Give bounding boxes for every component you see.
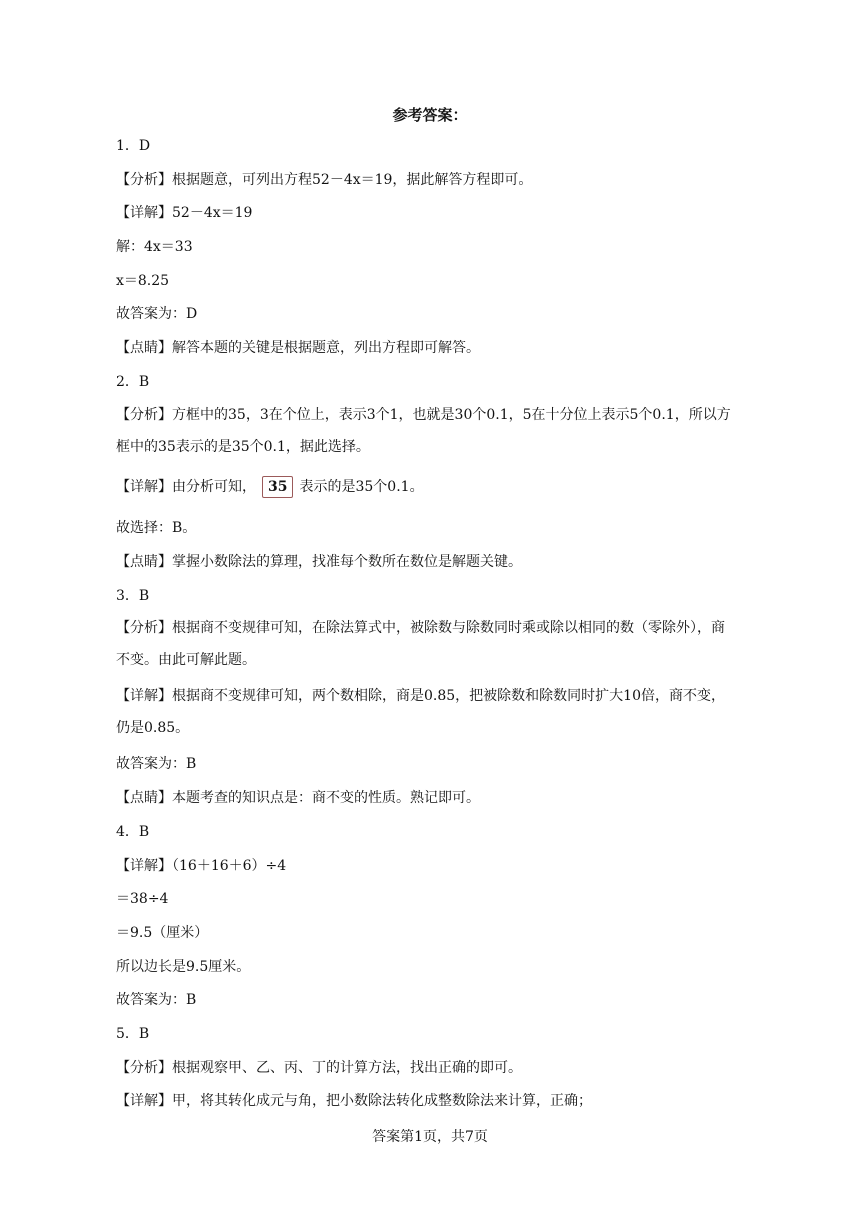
detail-2-prefix: 【详解】由分析可知， [116,479,256,495]
answer-4: 4．B [116,824,150,840]
boxed-number: 35 [262,476,293,498]
detail-2 [116,476,736,498]
detail-1: 【详解】52－4x＝19 [116,205,253,221]
solution-step-1: 解：4x＝33 [116,239,193,255]
detail-5: 【详解】甲，将其转化成元与角，把小数除法转化成整数除法来计算，正确； [116,1093,592,1109]
answer-5: 5．B [116,1026,150,1042]
detail-3: 【详解】根据商不变规律可知，两个数相除，商是0.85，把被除数和除数同时扩大10倍，商不变，仍是0.85。 [116,688,725,736]
page-title: 参考答案： [392,106,468,124]
answer-3: 3．B [116,588,150,604]
detail-4: 【详解】（16＋16＋6）÷4 [116,858,287,874]
solution-step-2: x＝8.25 [116,273,170,289]
conclusion-3: 故答案为：B [116,756,197,772]
answer-1: 1．D [116,138,151,154]
solution-step-4: ＝9.5（厘米） [116,925,209,941]
analysis-2: 【分析】方框中的35，3在个位上，表示3个1，也就是30个0.1，5在十分位上表示5个0.1，所以方框中的35表示的是35个0.1，据此选择。 [116,407,731,455]
comment-2: 【点睛】掌握小数除法的算理，找准每个数所在数位是解题关键。 [116,554,522,570]
solution-step-3: ＝38÷4 [116,891,169,907]
analysis-3: 【分析】根据商不变规律可知，在除法算式中，被除数与除数同时乘或除以相同的数（零除外），商不变。由此可解此题。 [116,620,725,668]
conclusion-4: 故答案为：B [116,992,197,1008]
analysis-5: 【分析】根据观察甲、乙、丙、丁的计算方法，找出正确的即可。 [116,1060,522,1076]
result-4: 所以边长是9.5厘米。 [116,959,251,975]
comment-3: 【点睛】本题考查的知识点是：商不变的性质。熟记即可。 [116,790,480,806]
answer-2: 2．B [116,374,150,390]
analysis-1: 【分析】根据题意，可列出方程52－4x＝19，据此解答方程即可。 [116,172,533,188]
comment-1: 【点睛】解答本题的关键是根据题意，列出方程即可解答。 [116,340,480,356]
page-footer: 答案第1页，共7页 [372,1129,488,1145]
detail-2-suffix: 表示的是35个0.1。 [299,479,424,495]
conclusion-2: 故选择：B。 [116,520,197,536]
conclusion-1: 故答案为：D [116,306,198,322]
